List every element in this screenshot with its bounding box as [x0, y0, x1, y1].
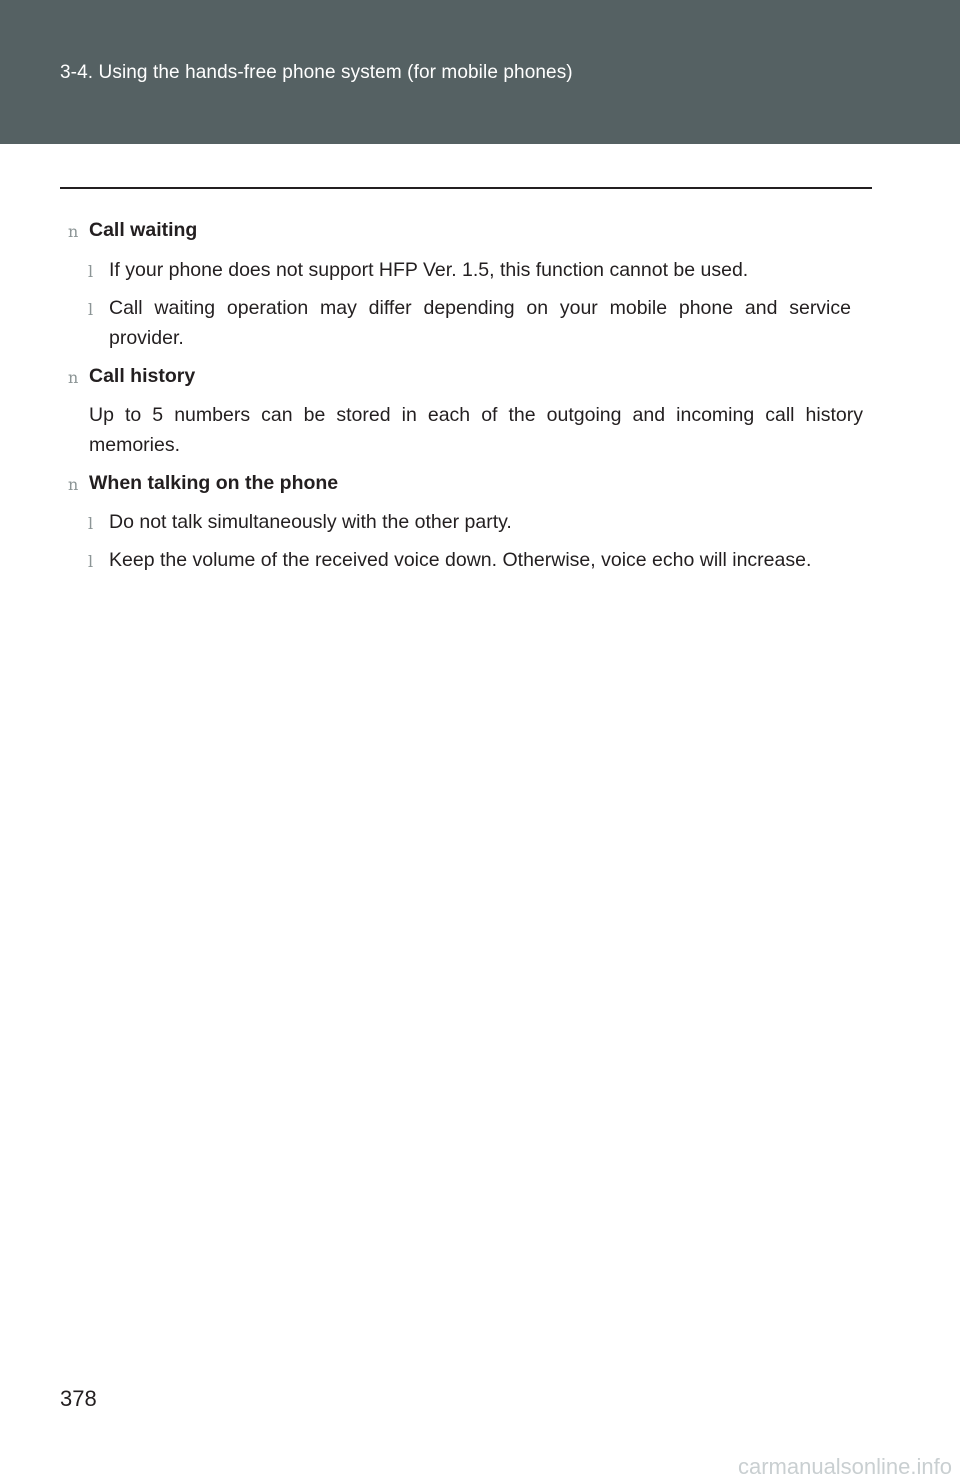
section-title-when-talking: When talking on the phone — [89, 472, 339, 494]
section-paragraph: Up to 5 numbers can be stored in each of the outgoing and incoming call history memories. — [89, 404, 863, 456]
section-marker: n — [68, 222, 79, 241]
page-header — [0, 0, 960, 144]
item-marker: l — [88, 300, 94, 319]
section-marker: n — [68, 475, 79, 494]
list-item: If your phone does not support HFP Ver. 1.5, this function cannot be used. — [109, 259, 749, 281]
list-item: Call waiting operation may differ depending on your mobile phone and service provider. — [109, 297, 851, 349]
section-title-call-waiting: Call waiting — [89, 219, 198, 241]
item-marker: l — [88, 262, 94, 281]
watermark: carmanualsonline.info — [737, 1454, 952, 1479]
item-marker: l — [88, 514, 94, 533]
item-marker: l — [88, 552, 94, 571]
header-title: 3-4. Using the hands-free phone system (for mobile phones) — [60, 62, 573, 83]
list-item: Do not talk simultaneously with the other party. — [109, 511, 512, 533]
section-title-call-history: Call history — [89, 365, 196, 387]
divider-rule — [60, 187, 872, 189]
page-number: 378 — [60, 1386, 97, 1411]
list-item: Keep the volume of the received voice down. Otherwise, voice echo will increase. — [109, 549, 812, 571]
section-marker: n — [68, 368, 79, 387]
